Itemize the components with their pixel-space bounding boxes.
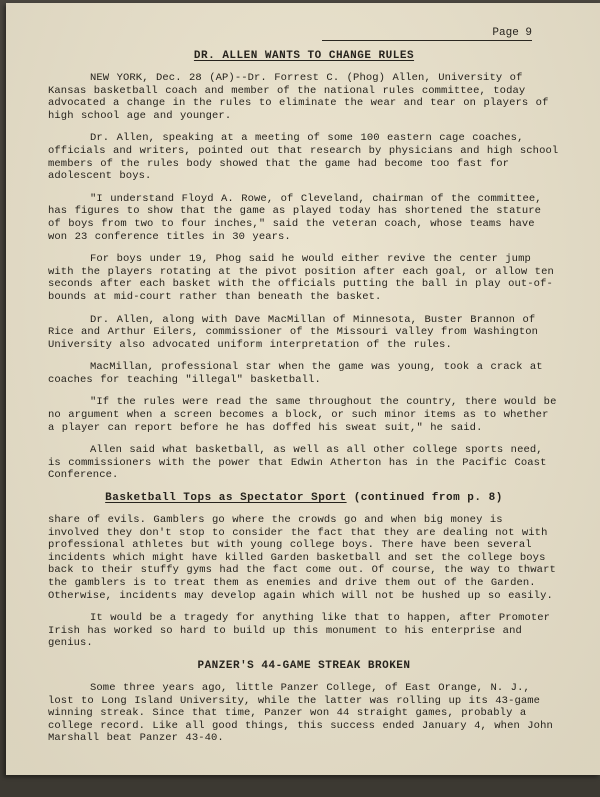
article-panzer-streak: [48, 660, 560, 745]
article-title: [48, 492, 560, 505]
paragraph: "If the rules were read the same throughout the country, there would be no argument when a screen becomes a block, or such minor items as to whether a player can report before he has doffed his sweat suit," he said.: [48, 396, 557, 434]
paragraph: Dr. Allen, along with Dave MacMillan of Minnesota, Buster Brannon of Rice and Arthur Eilers, commissioner of the Missouri valley from Washington University also advocated uniform interpretation of the rules.: [48, 313, 539, 351]
page-number-row: [48, 27, 532, 40]
article-title-text: PANZER'S 44-GAME STREAK BROKEN: [197, 659, 411, 672]
paragraph: Dr. Allen, speaking at a meeting of some 100 eastern cage coaches, officials and writers, pointed out that research by physicians and high school members of the rules body showed that the game had become too fast for adolescent boys.: [48, 132, 559, 183]
article-dr-allen: [48, 50, 560, 482]
paragraph: share of evils. Gamblers go where the crowds go and when big money is involved they don't stop to consider the fact that they are dealing not with professional athletes but with young college boys. There have been several incidents which might have killed Garden basketball and set the college boys back to their stuffy gyms had the fact come out. Of course, the way to thwart the gamblers is to treat them as enemies and drive them out of the Garden. Otherwise, incidents may develop again which will not be hushed up so easily.: [48, 514, 556, 602]
paragraph: "I understand Floyd A. Rowe, of Cleveland, chairman of the committee, has figures to show that the game as played today has shortened the stature of boys from two to four inches," said the veteran coach, whose teams have won 23 conference titles in 30 years.: [48, 192, 542, 243]
paragraph: Allen said what basketball, as well as all other college sports need, is commissioners with the power that Edwin Atherton has in the Pacific Coast Conference.: [48, 444, 547, 482]
article-spectator-sport: [48, 492, 560, 650]
paragraph: It would be a tragedy for anything like that to happen, after Promoter Irish has worked so hard to build up this monument to his enterprise and genius.: [48, 612, 551, 650]
document-page: [6, 3, 600, 775]
article-title-suffix: (continued from p. 8): [346, 492, 503, 505]
paragraph: MacMillan, professional star when the game was young, took a crack at coaches for teaching "illegal" basketball.: [48, 361, 543, 386]
paragraph: NEW YORK, Dec. 28 (AP)--Dr. Forrest C. (Phog) Allen, University of Kansas basketball coach and member of the national rules committee, today advocated a change in the rules to eliminate the wear and tear on players of high school age and younger.: [48, 72, 549, 122]
article-title: [48, 660, 560, 673]
paragraph: Some three years ago, little Panzer College, of East Orange, N. J., lost to Long Island University, while the latter was rolling up its 43-game winning streak. Since that time, Panzer won 44 straight games, probably a college record. Like all good things, this success ended January 4, when John Marshall beat Panzer 43-40.: [48, 681, 553, 745]
article-title-text: Basketball Tops as Spectator Sport: [105, 492, 347, 505]
paragraph: For boys under 19, Phog said he would either revive the center jump with the players rotating at the pivot position after each goal, or allow ten seconds after each basket with the officials putting the ball in play out-of-bounds at mid-court rather than beneath the basket.: [48, 253, 554, 303]
page-number: Page 9: [322, 27, 532, 41]
article-title-text: DR. ALLEN WANTS TO CHANGE RULES: [193, 50, 415, 62]
article-title: [48, 50, 560, 63]
